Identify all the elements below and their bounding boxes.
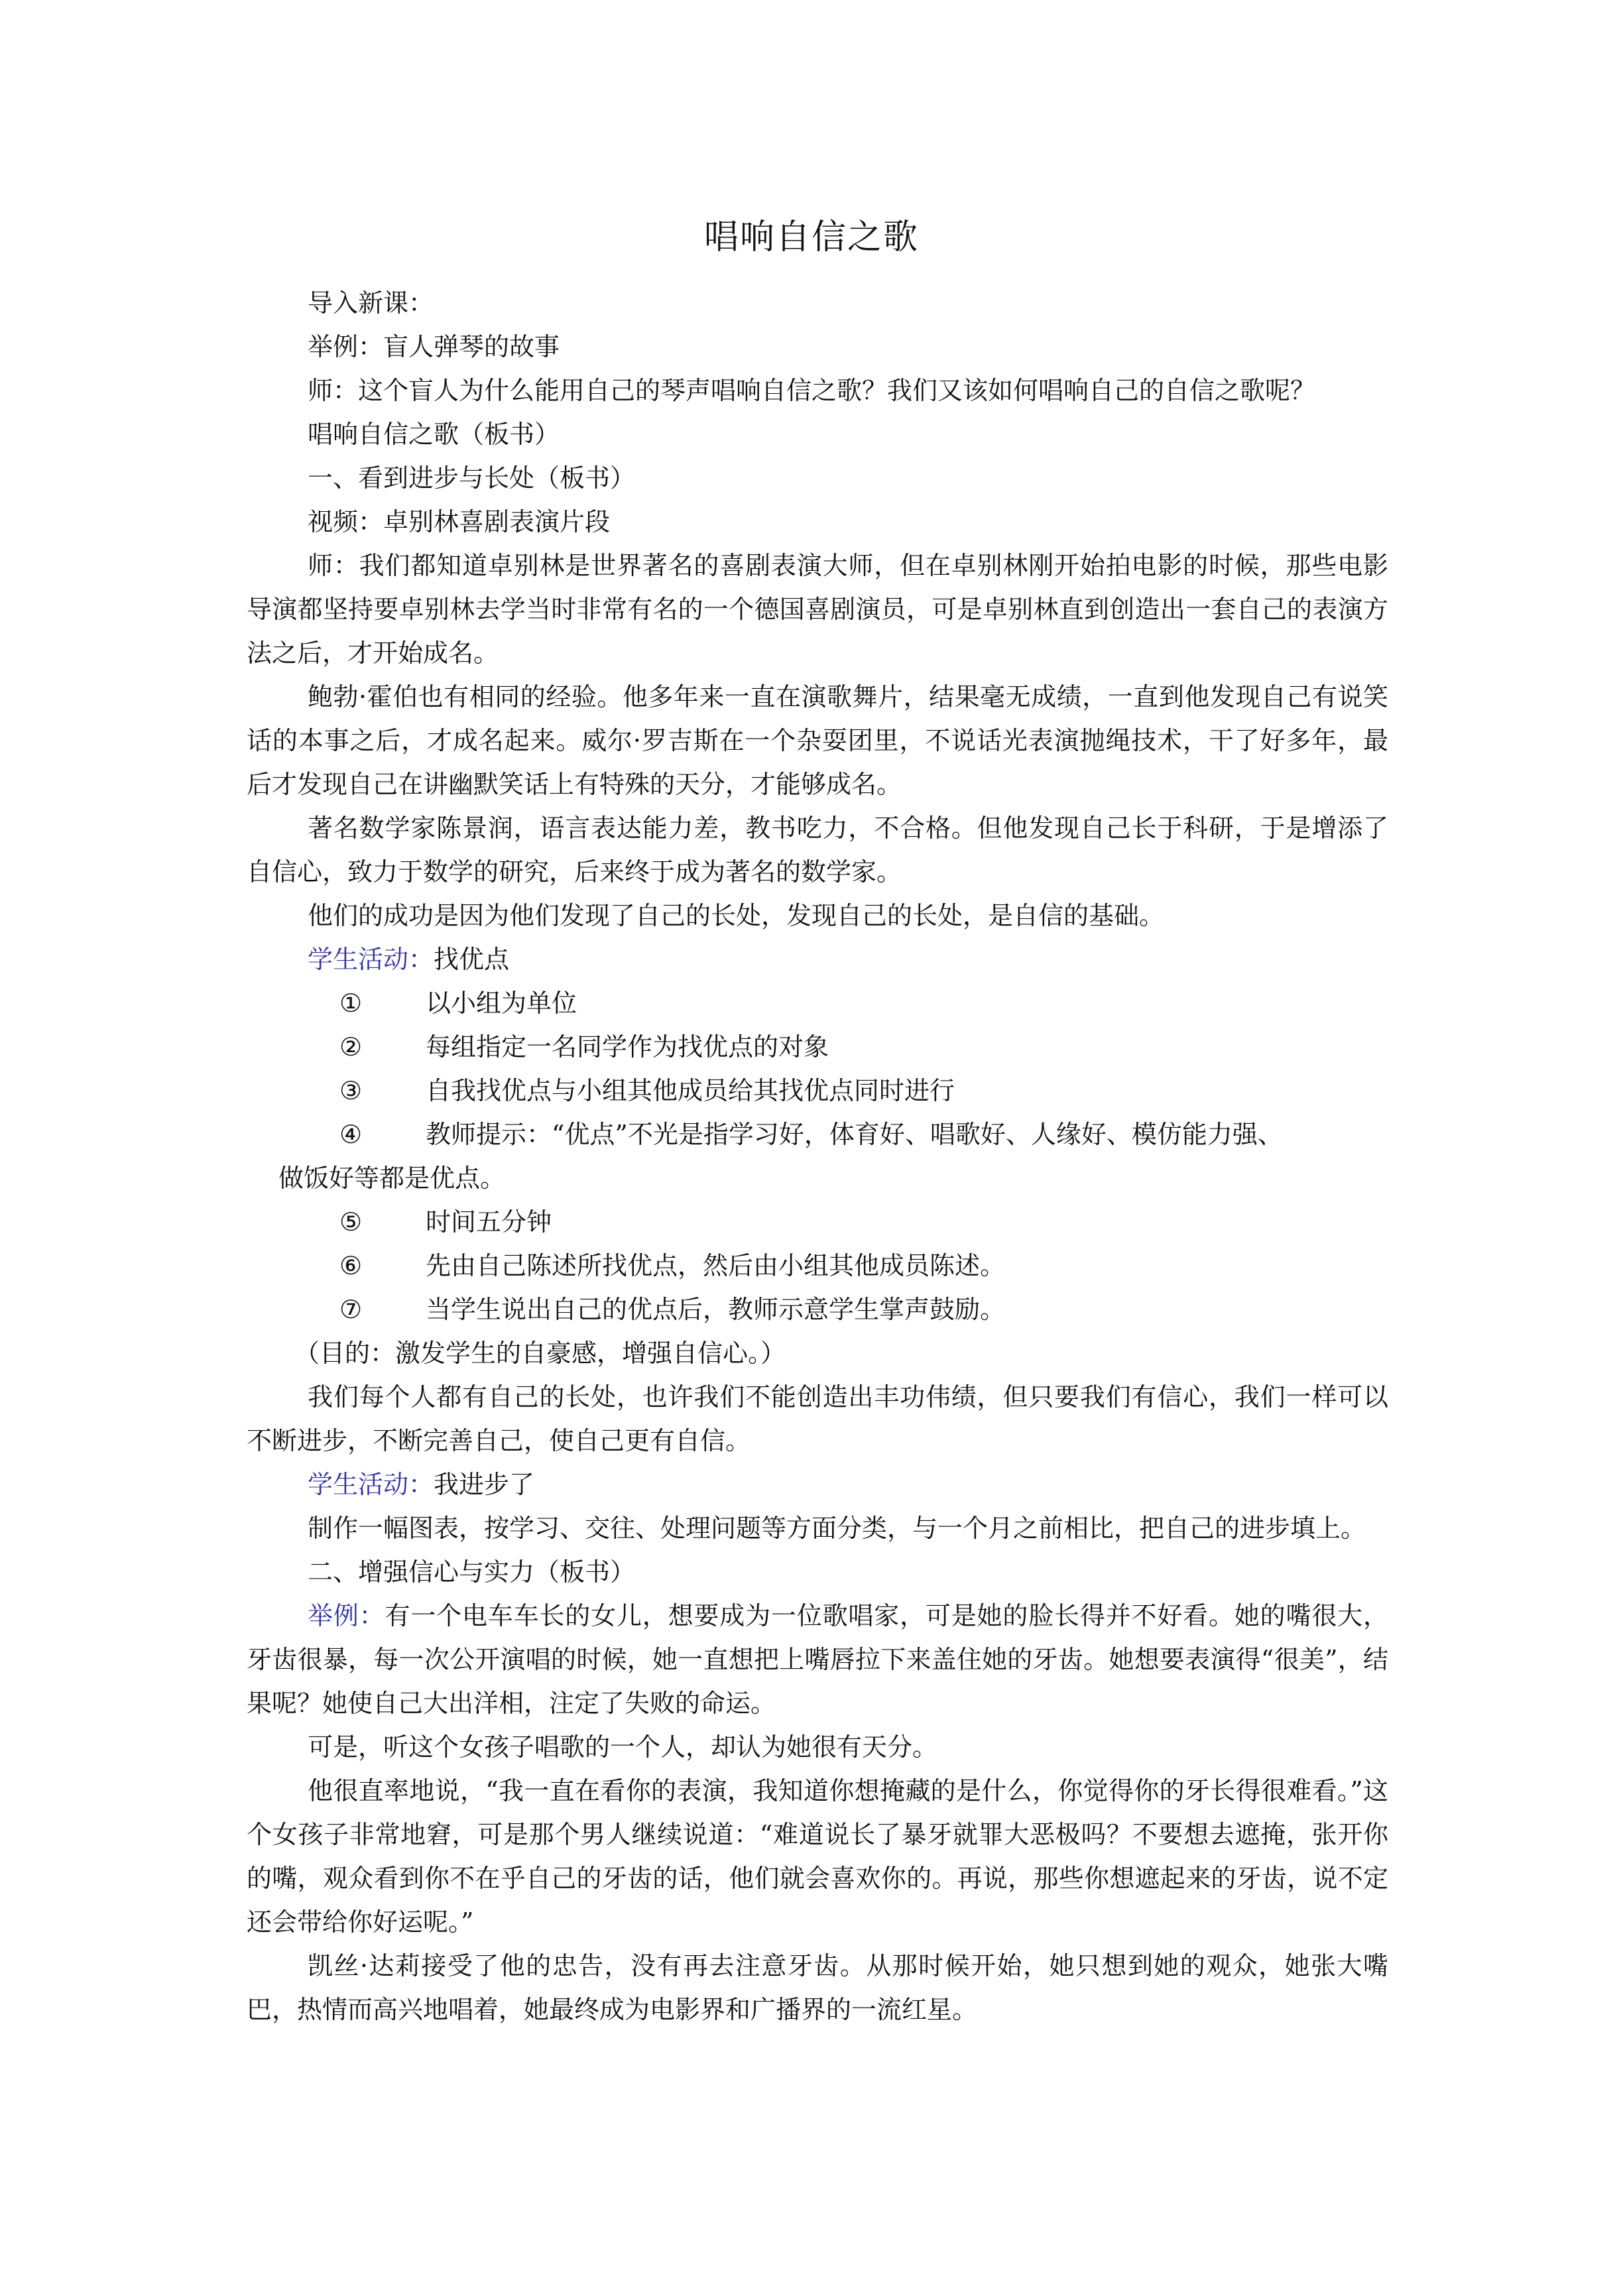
example1-label: 举例： [308,332,384,361]
list-item [247,1200,1388,1244]
section1-heading: 一、看到进步与长处（板书） [308,463,636,493]
list-text: 先由自己陈述所找优点，然后由小组其他成员陈述。 [426,1251,1006,1280]
list-item [247,981,1388,1025]
chen-paragraph: 著名数学家陈景润，语言表达能力差，教书吃力，不合格。但他发现自己长于科研，于是增添了自信心，致力于数学的研究，后来终于成为著名的数学家。 [247,814,1388,886]
however-paragraph: 可是，听这个女孩子唱歌的一个人，却认为她很有天分。 [308,1732,938,1762]
list-item [247,1113,1388,1200]
list-text-continued: 做饭好等都是优点。 [278,1164,506,1193]
list-number: ⑤ [339,1207,363,1237]
activity2-text: 我进步了 [434,1470,535,1499]
video-line: 视频：卓别林喜剧表演片段 [308,507,611,536]
example1-text: 盲人弹琴的故事 [383,332,560,361]
document-body [247,281,1388,2031]
activity2-line [247,1463,1388,1506]
purpose-line: （目的：激发学生的自豪感，增强自信心。） [294,1339,786,1368]
example2-paragraph [247,1594,1388,1725]
list-number: ③ [339,1076,363,1105]
everyone-paragraph: 我们每个人都有自己的长处，也许我们不能创造出丰功伟绩，但只要我们有信心，我们一样可以不断进步，不断完善自己，使自己更有自信。 [247,1382,1388,1455]
list-item [247,1069,1388,1113]
chaplin-paragraph: 师：我们都知道卓别林是世界著名的喜剧表演大师，但在卓别林刚开始拍电影的时候，那些电影导演都坚持要卓别林去学当时非常有名的一个德国喜剧演员，可是卓别林直到创造出一套自己的表演方法之后，才开始成名。 [247,551,1388,668]
list-item [247,1025,1388,1069]
success-paragraph: 他们的成功是因为他们发现了自己的长处，发现自己的长处，是自信的基础。 [308,901,1165,930]
list-text: 时间五分钟 [426,1207,552,1237]
activity1-line [247,937,1388,981]
list-number: ④ [339,1120,363,1149]
activity1-label: 学生活动： [308,945,434,974]
example1-line [247,325,1388,369]
list-text: 以小组为单位 [426,989,577,1018]
list-text: 每组指定一名同学作为找优点的对象 [426,1032,829,1061]
activity2-label: 学生活动： [308,1470,434,1499]
example2-text: 有一个电车车长的女儿，想要成为一位歌唱家，可是她的脸长得并不好看。她的嘴很大，牙齿很暴，每一次公开演唱的时候，她一直想把上嘴唇拉下来盖住她的牙齿。她想要表演得“很美”，结果呢？她使自己大出洋相，注定了失败的命运。 [247,1601,1388,1718]
chart-paragraph: 制作一幅图表，按学习、交往、处理问题等方面分类，与一个月之前相比，把自己的进步填上。 [308,1514,1366,1543]
intro-line: 导入新课： [308,288,434,318]
list-number: ② [339,1032,363,1061]
list-text: 当学生说出自己的优点后，教师示意学生掌声鼓励。 [426,1295,1006,1324]
teacher-question: 师：这个盲人为什么能用自己的琴声唱响自信之歌？我们又该如何唱响自己的自信之歌呢？ [308,376,1316,405]
list-item [247,1288,1388,1331]
bob-hope-paragraph: 鲍勃·霍伯也有相同的经验。他多年来一直在演歌舞片，结果毫无成绩，一直到他发现自己有说笑话的本事之后，才成名起来。威尔·罗吉斯在一个杂耍团里，不说话光表演抛绳技术，干了好多年，最后才发现自己在讲幽默笑话上有特殊的天分，才能够成名。 [247,682,1388,799]
list-number: ① [339,989,363,1018]
list-number: ⑥ [339,1251,363,1280]
list-item [247,1244,1388,1288]
list-text: 自我找优点与小组其他成员给其找优点同时进行 [426,1076,955,1105]
example2-label: 举例： [308,1601,385,1630]
kaisi-paragraph: 凯丝·达莉接受了他的忠告，没有再去注意牙齿。从那时候开始，她只想到她的观众，她张大嘴巴，热情而高兴地唱着，她最终成为电影界和广播界的一流红星。 [247,1951,1388,2024]
page-title: 唱响自信之歌 [703,217,919,257]
advice-paragraph: 他很直率地说，“我一直在看你的表演，我知道你想掩藏的是什么，你觉得你的牙长得很难看。”这个女孩子非常地窘，可是那个男人继续说道：“难道说长了暴牙就罪大恶极吗？不要想去遮掩，张开你的嘴，观众看到你不在乎自己的牙齿的话，他们就会喜欢你的。再说，那些你想遮起来的牙齿，说不定还会带给你好运呢。” [247,1776,1388,1937]
section2-heading: 二、增强信心与实力（板书） [308,1557,636,1587]
list-number: ⑦ [339,1295,363,1324]
board-title: 唱响自信之歌（板书） [308,420,560,449]
activity1-text: 找优点 [434,945,510,974]
list-text: 教师提示：“优点”不光是指学习好，体育好、唱歌好、人缘好、模仿能力强、 [426,1120,1283,1149]
